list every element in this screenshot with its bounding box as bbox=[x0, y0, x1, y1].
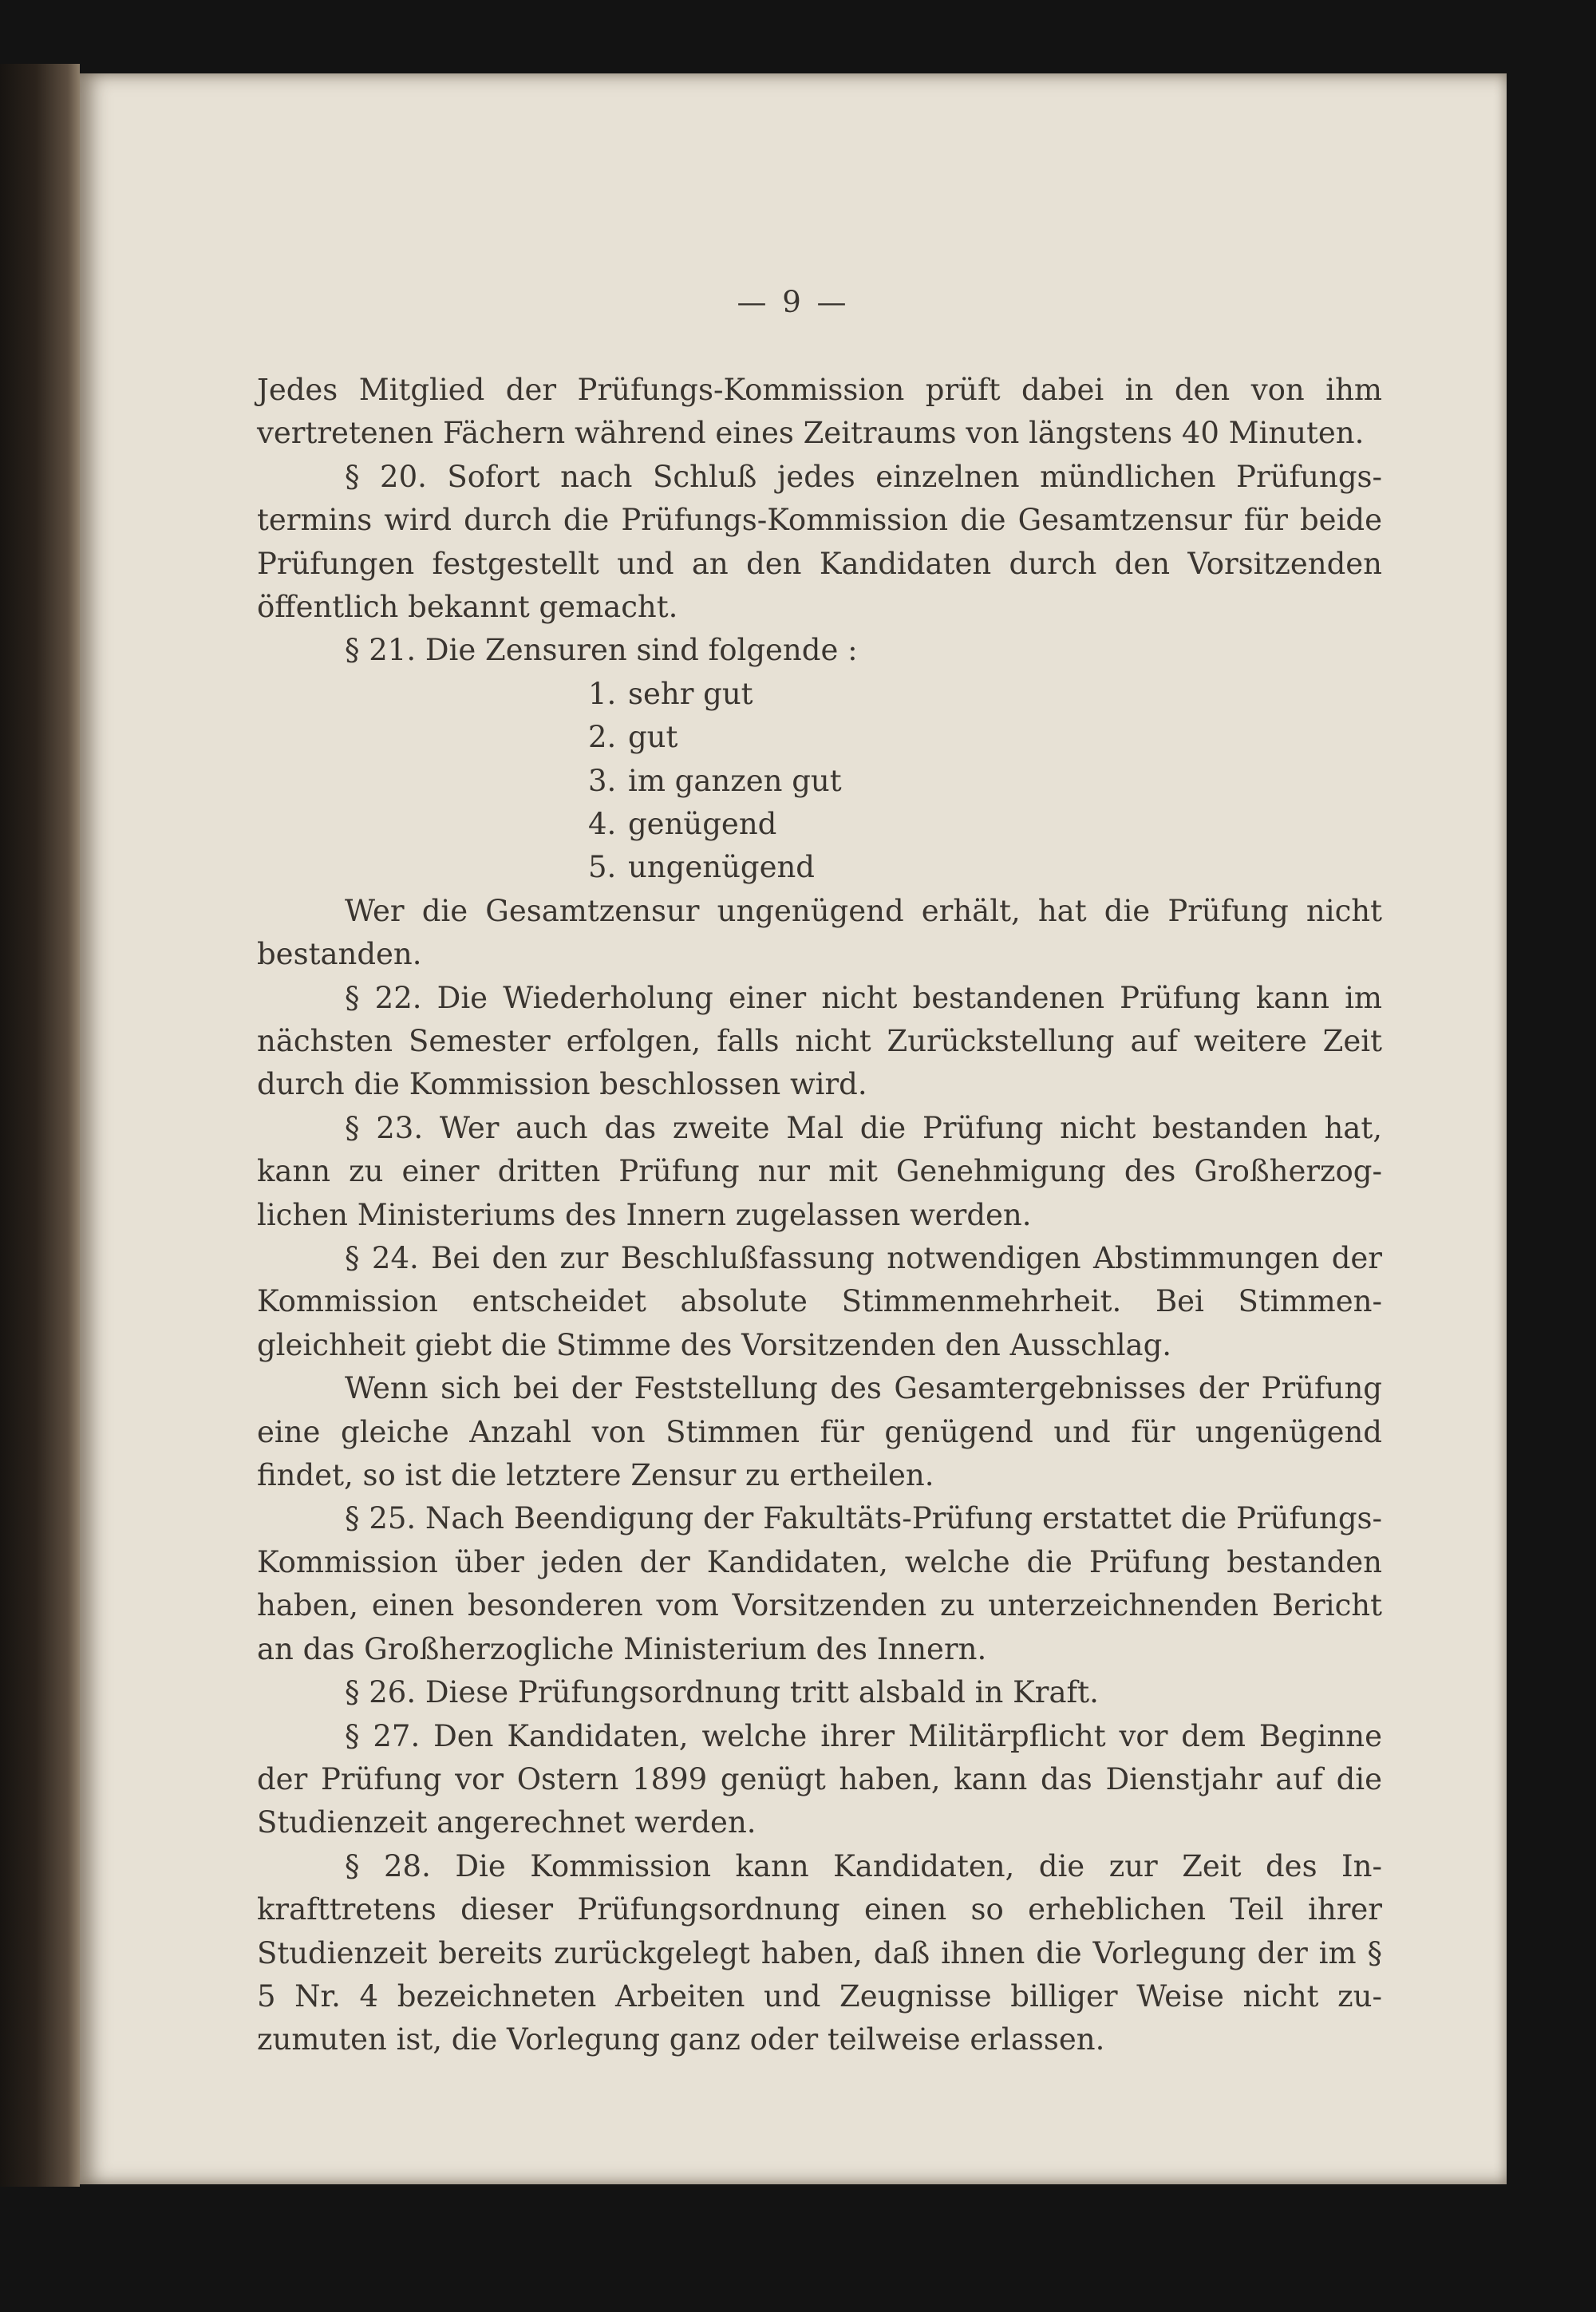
zensur-item bbox=[588, 803, 1382, 846]
zensuren-list bbox=[257, 673, 1382, 890]
paragraph-section-22: § 22. Die Wiederholung einer nicht bestandenen Prüfung kann im nächsten Semester erfolgen, falls nicht Zurückstellung auf weitere Zeit durch die Kommission beschlossen wird. bbox=[257, 980, 1382, 1102]
paragraph-section-25: § 25. Nach Beendigung der Fakultäts-Prüfung erstattet die Prüfungs-Kommission über jeden der Kandidaten, welche die Prüfung bestanden haben, einen besonderen vom Vorsitzenden zu unterzeichnenden Bericht an das Großherzogliche Ministerium des Innern. bbox=[257, 1501, 1382, 1666]
zensur-label: im ganzen gut bbox=[628, 763, 842, 798]
paragraph-section-23: § 23. Wer auch das zweite Mal die Prüfung nicht bestanden hat, kann zu einer dritten Prüfung nur mit Genehmigung des Großherzog-lichen Ministeriums des Innern zugelassen werden. bbox=[257, 1110, 1382, 1232]
zensur-label: sehr gut bbox=[628, 676, 753, 711]
zensur-number: 1. bbox=[588, 676, 617, 711]
left-page-edge bbox=[0, 64, 80, 2187]
zensur-item bbox=[588, 673, 1382, 716]
paragraph-section-20: § 20. Sofort nach Schluß jedes einzelnen mündlichen Prüfungs-termins wird durch die Prüfungs-Kommission die Gesamtzensur für beide Prüfungen festgestellt und an den Kandidaten durch den Vorsitzenden öffentlich bekannt gemacht. bbox=[257, 459, 1382, 625]
paragraph-section-21: § 21. Die Zensuren sind folgende : bbox=[345, 633, 858, 668]
zensur-item bbox=[588, 846, 1382, 889]
zensur-item bbox=[588, 716, 1382, 759]
zensur-number: 3. bbox=[588, 763, 617, 798]
zensur-label: genügend bbox=[628, 807, 777, 842]
zensur-number: 4. bbox=[588, 807, 617, 842]
zensur-number: 5. bbox=[588, 850, 617, 885]
zensur-number: 2. bbox=[588, 720, 617, 755]
document-page bbox=[80, 73, 1507, 2184]
page-number: — 9 — bbox=[737, 285, 850, 319]
zensur-label: ungenügend bbox=[628, 850, 815, 885]
paragraph-wenn-sich: Wenn sich bei der Feststellung des Gesamtergebnisses der Prüfung eine gleiche Anzahl von Stimmen für genügend und für ungenügend findet, so ist die letztere Zensur zu ertheilen. bbox=[257, 1371, 1382, 1493]
paragraph-wer-gesamtzensur: Wer die Gesamtzensur ungenügend erhält, hat die Prüfung nicht bestanden. bbox=[257, 893, 1382, 972]
body-text bbox=[257, 369, 1382, 2062]
paragraph-section-24: § 24. Bei den zur Beschlußfassung notwendigen Abstimmungen der Kommission entscheidet absolute Stimmenmehrheit. Bei Stimmen-gleichheit giebt die Stimme des Vorsitzenden den Ausschlag. bbox=[257, 1241, 1382, 1362]
paragraph-section-26: § 26. Diese Prüfungsordnung tritt alsbald in Kraft. bbox=[345, 1675, 1099, 1710]
zensur-item bbox=[588, 760, 1382, 803]
paragraph-section-27: § 27. Den Kandidaten, welche ihrer Militärpflicht vor dem Beginne der Prüfung vor Ostern 1899 genügt haben, kann das Dienstjahr auf die Studienzeit angerechnet werden. bbox=[257, 1718, 1382, 1840]
paragraph-section-28: § 28. Die Kommission kann Kandidaten, die zur Zeit des In-krafttretens dieser Prüfungsordnung einen so erheblichen Teil ihrer Studienzeit bereits zurückgelegt haben, daß ihnen die Vorlegung der im § 5 Nr. 4 bezeichneten Arbeiten und Zeugnisse billiger Weise nicht zu-zumuten ist, die Vorlegung ganz oder teilweise erlassen. bbox=[257, 1848, 1382, 2057]
zensur-label: gut bbox=[628, 720, 678, 755]
paragraph-jedes-mitglied: Jedes Mitglied der Prüfungs-Kommission prüft dabei in den von ihm vertretenen Fächern während eines Zeitraums von längstens 40 Minuten. bbox=[257, 373, 1382, 451]
